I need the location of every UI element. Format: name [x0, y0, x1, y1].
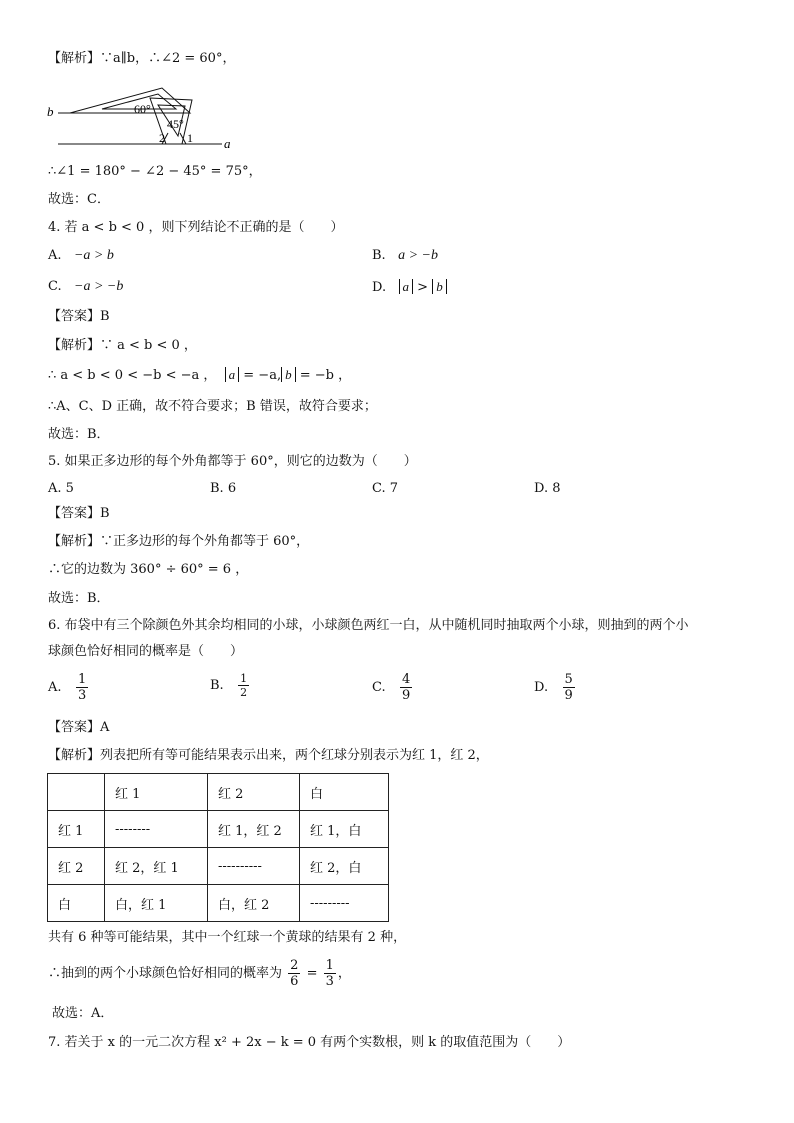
option-d-label: D.: [372, 280, 387, 295]
q4-option-c: [48, 278, 123, 296]
q3-conclusion: ∴∠1 = 180° − ∠2 − 45° = 75°，: [48, 164, 262, 179]
q6-choice: 故选：A．: [52, 1006, 114, 1021]
q4-answer: 【答案】B: [48, 309, 110, 324]
q4-option-b: [372, 247, 438, 265]
label-1: 1: [187, 131, 193, 145]
q6-analysis-3: [48, 958, 351, 989]
q6-stem-1: 6. 布袋中有三个除颜色外其余均相同的小球，小球颜色两红一白，从中随机同时抽取两个小球，则抽到的两个小: [48, 618, 689, 633]
q4-option-a: [48, 247, 114, 265]
comma: ，: [337, 966, 351, 981]
label-60: 60°: [134, 102, 151, 116]
fraction-one-half: $\frac{1}{2}$: [240, 672, 248, 699]
q3-choice: 故选：C．: [48, 192, 110, 207]
label-45: 45°: [167, 117, 184, 131]
table-cell: ----------: [208, 848, 300, 885]
q5-option-c: C. 7: [372, 481, 399, 496]
outcome-table: [47, 773, 389, 922]
q6-stem-2: 球颜色恰好相同的概率是（ ）: [48, 644, 244, 659]
option-d-label: D.: [534, 680, 549, 695]
option-c-label: C.: [372, 680, 386, 695]
table-cell: 白，红 2: [208, 885, 300, 922]
cross-line-2: [180, 133, 186, 144]
option-c-text: −a > −b: [74, 279, 124, 294]
fraction-two-sixths: $\frac{2}{6}$: [290, 958, 299, 989]
table-cell: 白: [300, 774, 389, 811]
table-cell: 白，红 1: [105, 885, 208, 922]
q4-stem: 4. 若 a < b < 0 ，则下列结论不正确的是（ ）: [48, 220, 344, 235]
q5-option-b: B. 6: [210, 481, 237, 496]
table-cell: 红 2，白: [300, 848, 389, 885]
q3-analysis-expr: ∵a∥b，∴∠2 = 60°，: [100, 51, 236, 66]
q4-analysis-1: 【解析】∵ a < b < 0 ，: [48, 338, 197, 353]
abs-a: a: [225, 367, 240, 382]
q7-stem: 7. 若关于 x 的一元二次方程 x² + 2x − k = 0 有两个实数根，则 k 的取值范围为（ ）: [48, 1035, 571, 1050]
fraction-four-ninths: $\frac{4}{9}$: [402, 672, 411, 703]
analysis-tag: 【解析】: [48, 51, 101, 66]
q4-option-d: [372, 278, 447, 297]
option-d-gt: >: [417, 280, 429, 295]
table-cell: --------: [105, 811, 208, 848]
q4-analysis-3: ∴A、C、D 正确，故不符合要求；B 错误，故符合要求；: [48, 399, 377, 414]
q6-option-a: [48, 672, 90, 703]
table-row: [48, 848, 389, 885]
eq-neg-a: = −a,: [243, 368, 282, 383]
q6-analysis-1: 【解析】列表把所有等可能结果表示出来，两个红球分别表示为红 1，红 2，: [48, 748, 489, 763]
abs-b: b: [281, 367, 296, 382]
table-cell: 红 1，白: [300, 811, 389, 848]
table-row: [48, 774, 389, 811]
table-cell: 白: [48, 885, 105, 922]
q6-option-c: [372, 672, 414, 703]
q5-stem: 5. 如果正多边形的每个外角都等于 60°，则它的边数为（ ）: [48, 454, 417, 469]
option-b-label: B.: [372, 248, 386, 263]
q4-analysis-2: [48, 366, 351, 385]
table-cell: ---------: [300, 885, 389, 922]
table-cell: [48, 774, 105, 811]
q5-option-d: D. 8: [534, 481, 561, 496]
table-cell: 红 1，红 2: [208, 811, 300, 848]
abs-a: a: [399, 279, 414, 294]
parallel-lines-figure: [40, 78, 250, 160]
label-a: a: [224, 136, 231, 151]
q6-answer: 【答案】A: [48, 720, 110, 735]
label-b: b: [47, 104, 54, 119]
table-cell: 红 1: [105, 774, 208, 811]
option-b-text: a > −b: [398, 248, 438, 263]
q5-analysis-2: ∴它的边数为 360° ÷ 60° = 6 ，: [48, 562, 249, 577]
q5-analysis-1: 【解析】∵正多边形的每个外角都等于 60°，: [48, 534, 310, 549]
label-2: 2: [159, 131, 165, 145]
q6-option-b: [210, 672, 251, 699]
q6-option-d: [534, 672, 577, 703]
option-c-label: C.: [48, 279, 62, 294]
table-cell: 红 2，红 1: [105, 848, 208, 885]
fraction-one-third: $\frac{1}{3}$: [77, 672, 87, 703]
q6-analysis-3-text: ∴抽到的两个小球颜色恰好相同的概率为: [48, 966, 283, 981]
option-a-text: −a > b: [73, 248, 114, 263]
q4-choice: 故选：B．: [48, 427, 110, 442]
table-cell: 红 2: [208, 774, 300, 811]
table-cell: 红 2: [48, 848, 105, 885]
q6-analysis-2: 共有 6 种等可能结果，其中一个红球一个黄球的结果有 2 种，: [48, 930, 407, 945]
abs-b: b: [432, 279, 447, 294]
equals-sign: =: [306, 966, 318, 981]
fraction-one-third-result: $\frac{1}{3}$: [325, 958, 334, 989]
q5-answer: 【答案】B: [48, 506, 110, 521]
option-a-label: A.: [48, 680, 62, 695]
option-b-label: B.: [210, 678, 224, 693]
fraction-five-ninths: $\frac{5}{9}$: [564, 672, 573, 703]
eq-neg-b: = −b ，: [299, 368, 352, 383]
q4-analysis-2-ineq: ∴ a < b < 0 < −b < −a ，: [48, 368, 217, 383]
option-a-label: A.: [48, 248, 62, 263]
q3-analysis: [48, 50, 235, 68]
q5-option-a: A. 5: [48, 481, 74, 496]
table-row: [48, 885, 389, 922]
q5-choice: 故选：B．: [48, 591, 110, 606]
table-cell: 红 1: [48, 811, 105, 848]
table-row: [48, 811, 389, 848]
